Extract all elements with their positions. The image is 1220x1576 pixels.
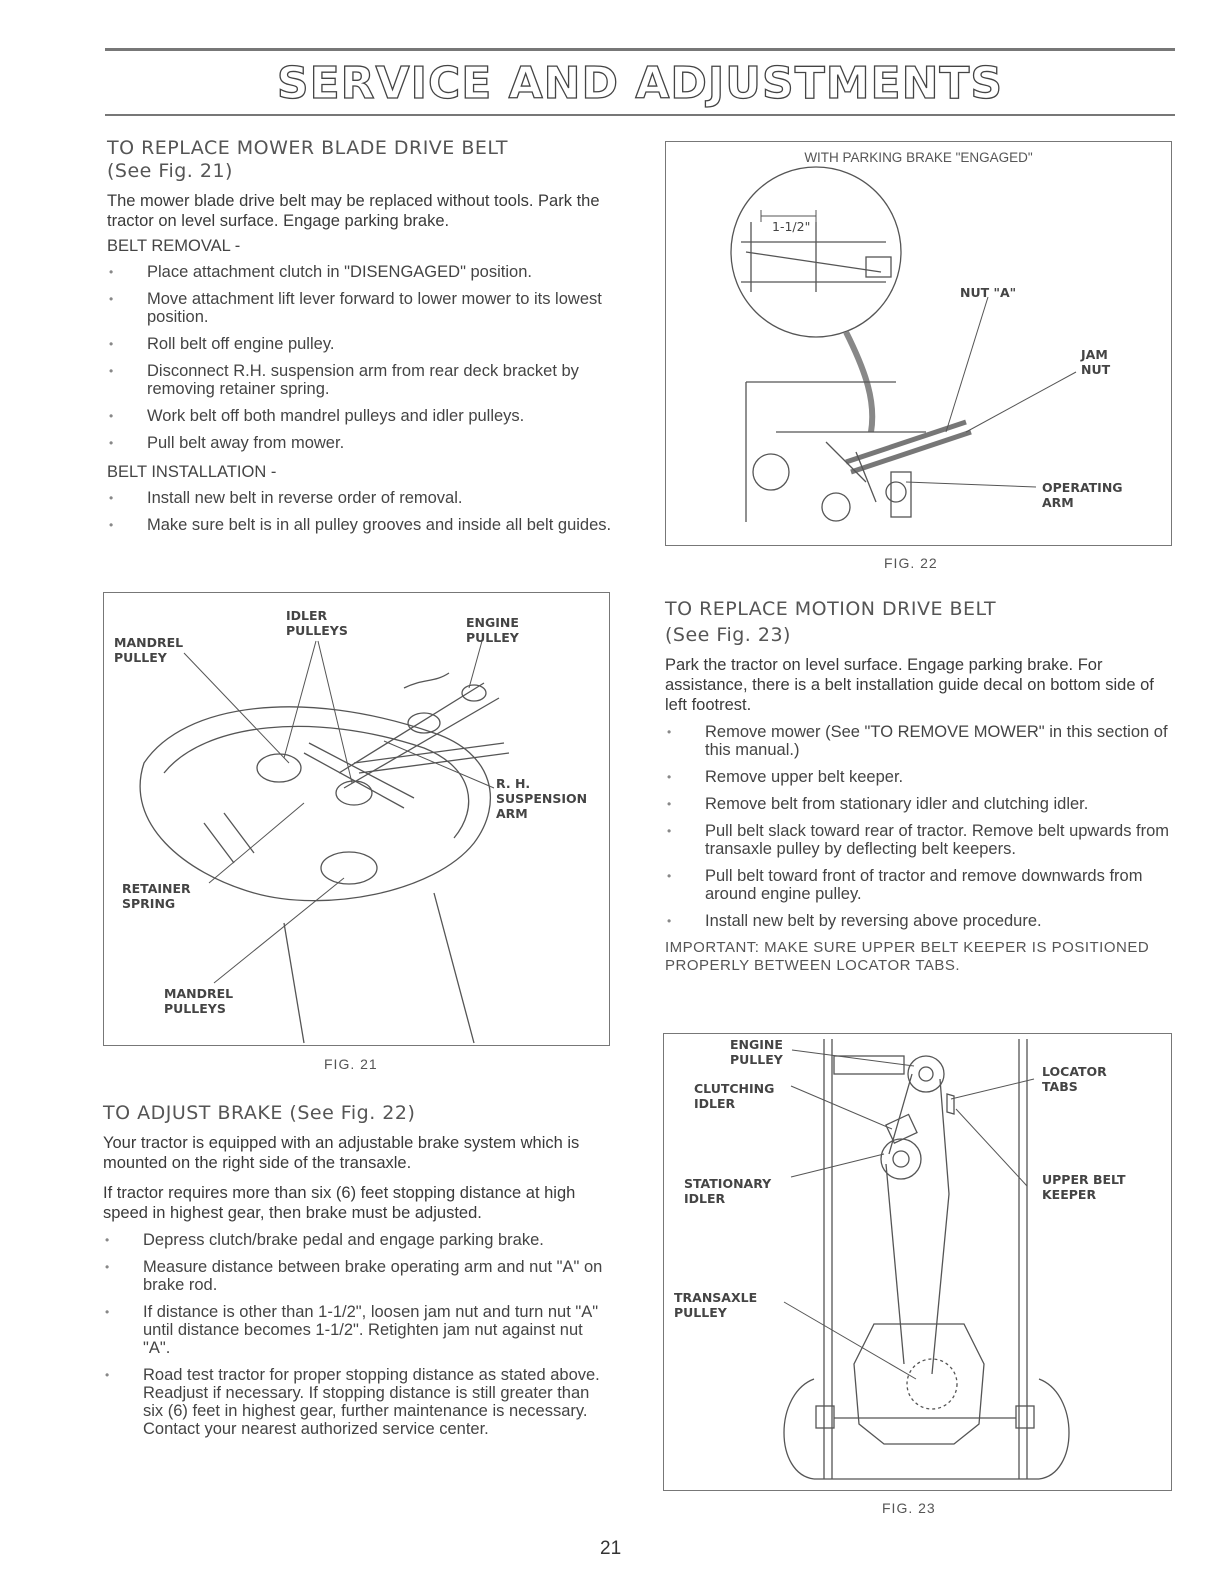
blade-belt-heading-ref: (See Fig. 21): [107, 160, 233, 182]
fig23-label-upper-belt-keeper: UPPER BELT KEEPER: [1042, 1172, 1126, 1202]
motion-belt-heading: TO REPLACE MOTION DRIVE BELT: [665, 598, 997, 620]
fig-22-diagram: [665, 141, 1172, 546]
list-item: • Remove upper belt keeper.: [665, 768, 1170, 786]
fig23-label-locator-tabs: LOCATOR TABS: [1042, 1064, 1107, 1094]
brake-section: [103, 1102, 610, 1447]
important-note: IMPORTANT: MAKE SURE UPPER BELT KEEPER IS POSITIONED PROPERLY BETWEEN LOCATOR TABS.: [665, 939, 1150, 974]
motion-belt-intro: Park the tractor on level surface. Engage parking brake. For assistance, there is a belt installation guide decal on bottom side of left footrest.: [665, 656, 1154, 714]
fig-21-caption: FIG. 21: [324, 1056, 378, 1072]
fig21-label-suspension-arm: R. H. SUSPENSION ARM: [496, 776, 588, 821]
list-item: • Depress clutch/brake pedal and engage parking brake.: [103, 1231, 610, 1249]
blade-belt-section: [107, 137, 612, 543]
fig-22-caption: FIG. 22: [884, 555, 938, 571]
list-item: • Pull belt away from mower.: [107, 434, 612, 452]
fig22-label-jam-nut: JAM NUT: [1081, 347, 1111, 377]
fig21-label-idler-pulleys: IDLER PULLEYS: [286, 608, 348, 638]
fig21-label-mandrel-pulley: MANDREL PULLEY: [114, 635, 184, 665]
list-item: • If distance is other than 1-1/2", loosen jam nut and turn nut "A" until distance becomes 1-1/2". Retighten jam nut against nut "A".: [103, 1303, 610, 1357]
belt-removal-title: BELT REMOVAL -: [107, 237, 241, 255]
fig23-label-stationary-idler: STATIONARY IDLER: [684, 1176, 772, 1206]
brake-heading: TO ADJUST BRAKE (See Fig. 22): [103, 1102, 416, 1124]
list-item: • Move attachment lift lever forward to lower mower to its lowest position.: [107, 290, 612, 326]
brake-para-1: Your tractor is equipped with an adjustable brake system which is mounted on the right side of the transaxle.: [103, 1134, 580, 1172]
belt-removal-list: [107, 263, 612, 452]
list-item: • Place attachment clutch in "DISENGAGED" position.: [107, 263, 612, 281]
brake-steps-list: [103, 1231, 610, 1438]
fig21-label-retainer-spring: RETAINER SPRING: [122, 881, 191, 911]
list-item: • Make sure belt is in all pulley grooves and inside all belt guides.: [107, 516, 612, 534]
top-rule: [105, 48, 1175, 51]
fig21-label-engine-pulley: ENGINE PULLEY: [466, 615, 519, 645]
list-item: • Disconnect R.H. suspension arm from rear deck bracket by removing retainer spring.: [107, 362, 612, 398]
motion-belt-heading-ref: (See Fig. 23): [665, 624, 791, 646]
motion-belt-section: [665, 598, 1170, 975]
fig23-label-transaxle-pulley: TRANSAXLE PULLEY: [674, 1290, 758, 1320]
list-item: • Pull belt toward front of tractor and remove downwards from around engine pulley.: [665, 867, 1170, 903]
fig22-label-nut-a: NUT "A": [960, 285, 1017, 300]
list-item: • Remove mower (See "TO REMOVE MOWER" in this section of this manual.): [665, 723, 1170, 759]
list-item: • Measure distance between brake operating arm and nut "A" on brake rod.: [103, 1258, 610, 1294]
brake-para-2: If tractor requires more than six (6) feet stopping distance at high speed in highest gear, then brake must be adjusted.: [103, 1184, 576, 1222]
motion-belt-steps-list: [665, 723, 1170, 930]
list-item: • Pull belt slack toward rear of tractor. Remove belt upwards from transaxle pulley by deflecting belt keepers.: [665, 822, 1170, 858]
title-rule: [105, 114, 1175, 116]
page-number: 21: [600, 1538, 622, 1559]
list-item: • Install new belt by reversing above procedure.: [665, 912, 1170, 930]
fig23-label-engine-pulley: ENGINE PULLEY: [730, 1037, 783, 1067]
list-item: • Roll belt off engine pulley.: [107, 335, 612, 353]
list-item: • Remove belt from stationary idler and clutching idler.: [665, 795, 1170, 813]
list-item: • Install new belt in reverse order of removal.: [107, 489, 612, 507]
fig22-label-operating-arm: OPERATING ARM: [1042, 480, 1123, 510]
fig22-label-measure: 1-1/2": [772, 219, 811, 234]
belt-installation-list: [107, 489, 612, 534]
blade-belt-heading: TO REPLACE MOWER BLADE DRIVE BELT: [107, 137, 508, 159]
belt-installation-title: BELT INSTALLATION -: [107, 463, 277, 481]
fig21-label-mandrel-pulleys: MANDREL PULLEYS: [164, 986, 234, 1016]
fig23-label-clutching-idler: CLUTCHING IDLER: [694, 1081, 775, 1111]
fig22-title: WITH PARKING BRAKE "ENGAGED": [804, 150, 1033, 165]
list-item: • Work belt off both mandrel pulleys and idler pulleys.: [107, 407, 612, 425]
fig-23-caption: FIG. 23: [882, 1500, 936, 1516]
page-title: SERVICE AND ADJUSTMENTS: [276, 58, 1004, 109]
list-item: • Road test tractor for proper stopping distance as stated above. Readjust if necessary. If stopping distance is still greater than six (6) feet in highest gear, further maintenance is necessary. Contact your nearest authorized service center.: [103, 1366, 610, 1438]
fig-21-diagram: [103, 592, 610, 1046]
blade-belt-intro: The mower blade drive belt may be replaced without tools. Park the tractor on level surface. Engage parking brake.: [107, 192, 600, 230]
fig-23-diagram: [663, 1033, 1172, 1491]
